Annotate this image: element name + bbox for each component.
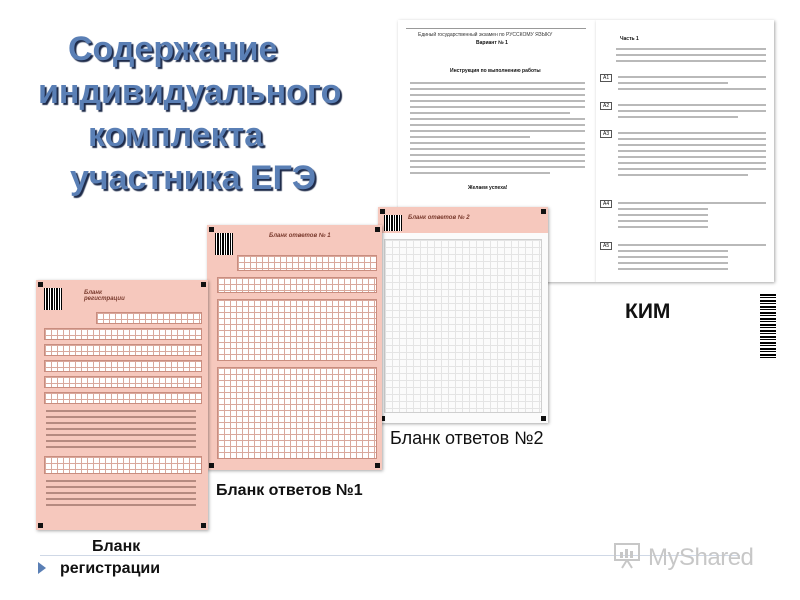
kim-wish-text: Желаем успеха! (468, 185, 508, 191)
myshared-watermark (612, 538, 772, 578)
kim-variant-text: Вариант № 1 (476, 40, 508, 46)
answer-form-2-title: Бланк ответов № 2 (408, 215, 470, 221)
kim-task-a2: A2 (600, 102, 612, 110)
kim-task-a5: A5 (600, 242, 612, 250)
kim-part-text: Часть 1 (620, 36, 639, 42)
answer-2-label: Бланк ответов №2 (390, 428, 544, 448)
title-line-1: Содержание (68, 30, 278, 68)
answer-form-1-grid-a (217, 299, 377, 361)
registration-label-line-1: Бланк (92, 538, 141, 555)
bullet-arrow-icon (38, 562, 46, 574)
answer-form-1 (207, 225, 382, 470)
title-line-2: индивидуального (38, 73, 342, 111)
slide-title (38, 28, 408, 200)
answer-form-2-grid (384, 239, 542, 413)
kim-header-text: Единый государственный экзамен по РУССКОМУ ЯЗЫКУ (418, 32, 553, 38)
watermark-text: MyShared (648, 544, 754, 571)
kim-task-a1: A1 (600, 74, 612, 82)
title-line-4: участника ЕГЭ (70, 159, 317, 197)
kim-instruction-heading: Инструкция по выполнению работы (450, 68, 541, 74)
registration-label-line-2: регистрации (60, 560, 161, 577)
kim-label: КИМ (625, 300, 671, 323)
registration-form-title: Бланк регистрации (84, 290, 125, 302)
registration-form (36, 280, 208, 530)
kim-task-a4: A4 (600, 200, 612, 208)
presentation-icon (612, 540, 642, 570)
answer-form-2 (378, 207, 548, 423)
answer-form-1-title: Бланк ответов № 1 (269, 233, 331, 239)
kim-barcode (760, 294, 776, 358)
title-line-3: комплекта (88, 116, 264, 154)
kim-task-a3: A3 (600, 130, 612, 138)
answer-form-1-grid-b (217, 367, 377, 459)
kim-page-tasks (596, 20, 774, 282)
answer-1-label: Бланк ответов №1 (216, 482, 363, 499)
